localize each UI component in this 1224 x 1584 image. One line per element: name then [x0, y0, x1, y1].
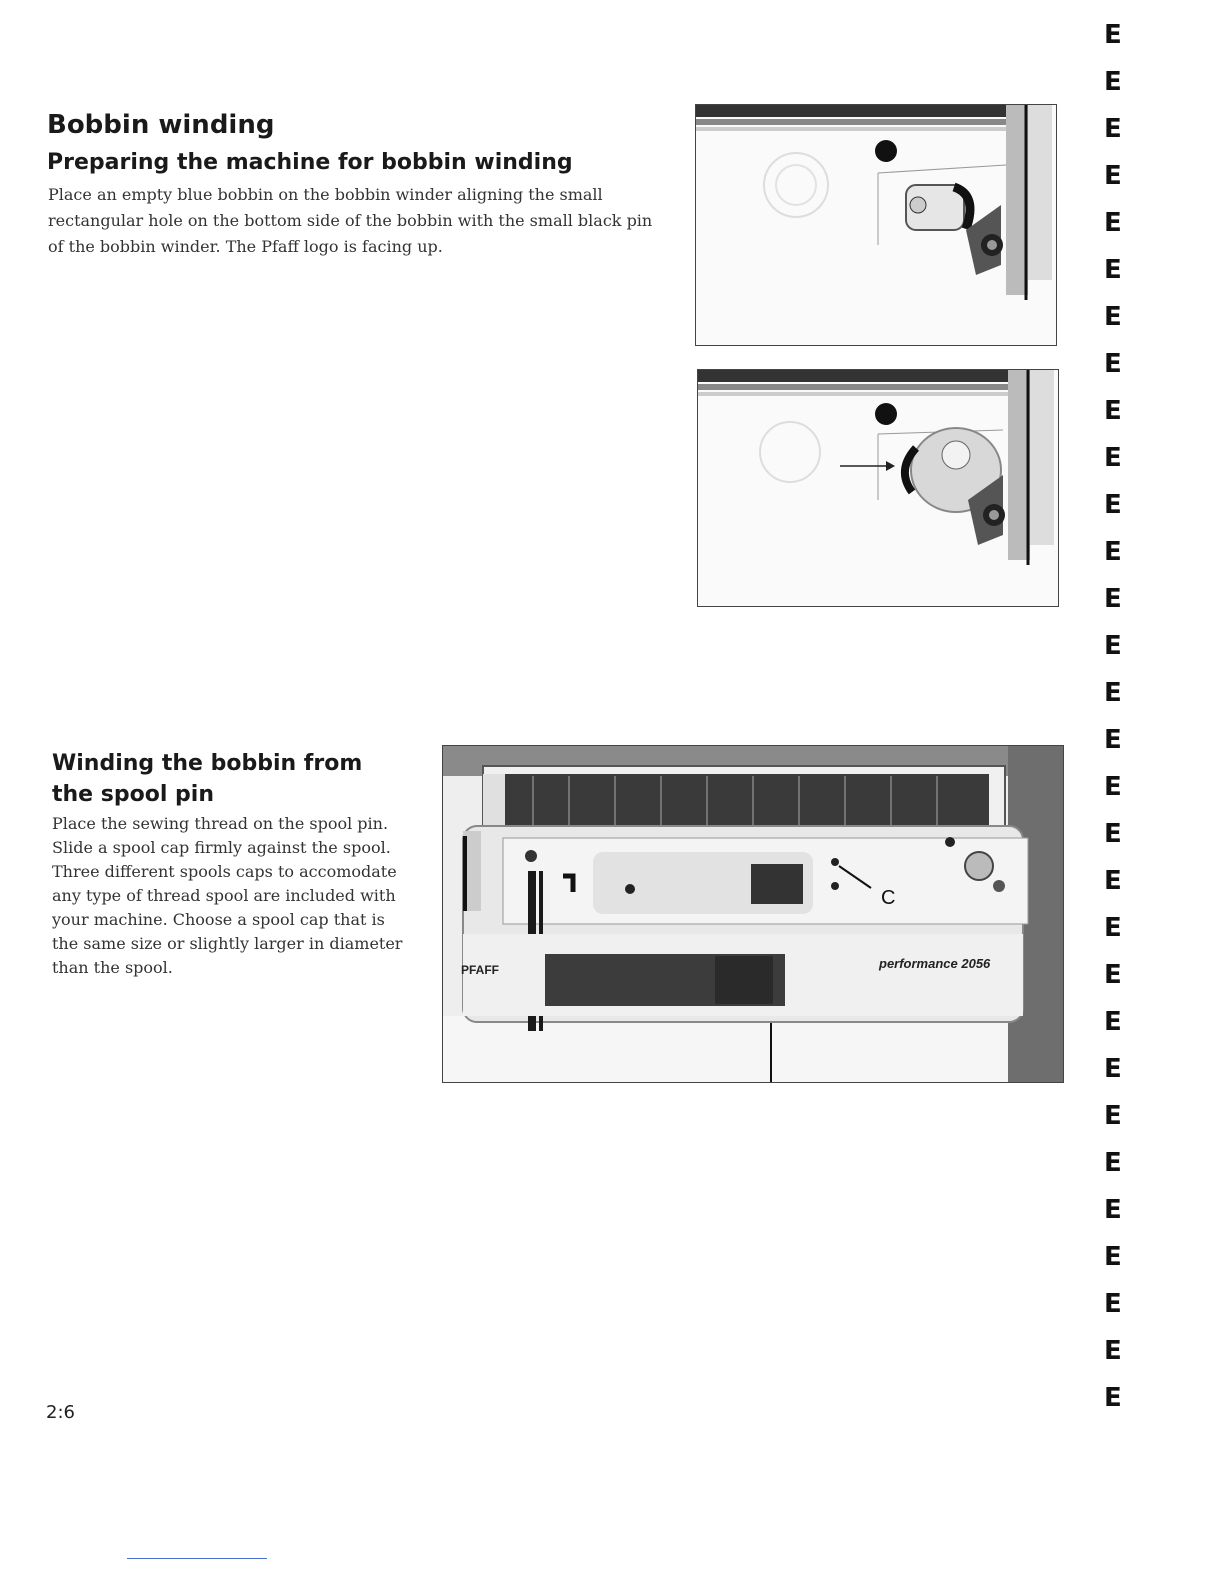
section-tab: E: [1104, 1242, 1122, 1272]
section-tab: E: [1104, 631, 1122, 661]
section-tab: E: [1104, 67, 1122, 97]
section-tab: E: [1104, 114, 1122, 144]
model-text: performance 2056: [879, 956, 991, 971]
section-tab: E: [1104, 1101, 1122, 1131]
section-tab: E: [1104, 678, 1122, 708]
bobbin-winder-photo-1: [695, 104, 1057, 346]
section-tab: E: [1104, 20, 1122, 50]
section-tab: E: [1104, 866, 1122, 896]
section2-title: Winding the bobbin from the spool pin: [52, 751, 363, 807]
section-tab: E: [1104, 255, 1122, 285]
section-tab: E: [1104, 1289, 1122, 1319]
section-tab: E: [1104, 1383, 1122, 1413]
section-tab: E: [1104, 1195, 1122, 1225]
section-tab: E: [1104, 443, 1122, 473]
preparation-paragraph: Place an empty blue bobbin on the bobbin winder aligning the small rectangular hole on the bottom side of the bobbin with the small black pin of the bobbin winder. The Pfaff logo is facing up.: [48, 185, 653, 256]
section-tab: E: [1104, 584, 1122, 614]
footer-rule: [127, 1558, 267, 1559]
section-tab: E: [1104, 490, 1122, 520]
section-tab: E: [1104, 1148, 1122, 1178]
section-tab: E: [1104, 537, 1122, 567]
section-tab: E: [1104, 1054, 1122, 1084]
section-tab: E: [1104, 960, 1122, 990]
section-tab: E: [1104, 208, 1122, 238]
section-tab: E: [1104, 1007, 1122, 1037]
page-title: Bobbin winding: [47, 110, 275, 140]
brand-text: PFAFF: [461, 963, 499, 977]
section-tab: E: [1104, 913, 1122, 943]
section-tab: E: [1104, 1336, 1122, 1366]
section-tab: E: [1104, 819, 1122, 849]
section-tab: E: [1104, 302, 1122, 332]
section-tab: E: [1104, 396, 1122, 426]
section-tab: E: [1104, 349, 1122, 379]
page-number: 2:6: [46, 1402, 75, 1423]
section-tab: E: [1104, 772, 1122, 802]
label-c: C: [881, 887, 896, 909]
sewing-machine-photo: [442, 745, 1064, 1083]
bobbin-winder-photo-2: [697, 369, 1059, 607]
section-tab: E: [1104, 161, 1122, 191]
section-tab: E: [1104, 725, 1122, 755]
spool-paragraph: Place the sewing thread on the spool pin. Slide a spool cap firmly against the spool. Three different spools caps to accomodate any type of thread spool are included with your machine. Choose a spool cap that is the same size or slightly larger in diameter than the spool.: [52, 814, 403, 977]
section-subtitle: Preparing the machine for bobbin winding: [47, 150, 573, 175]
